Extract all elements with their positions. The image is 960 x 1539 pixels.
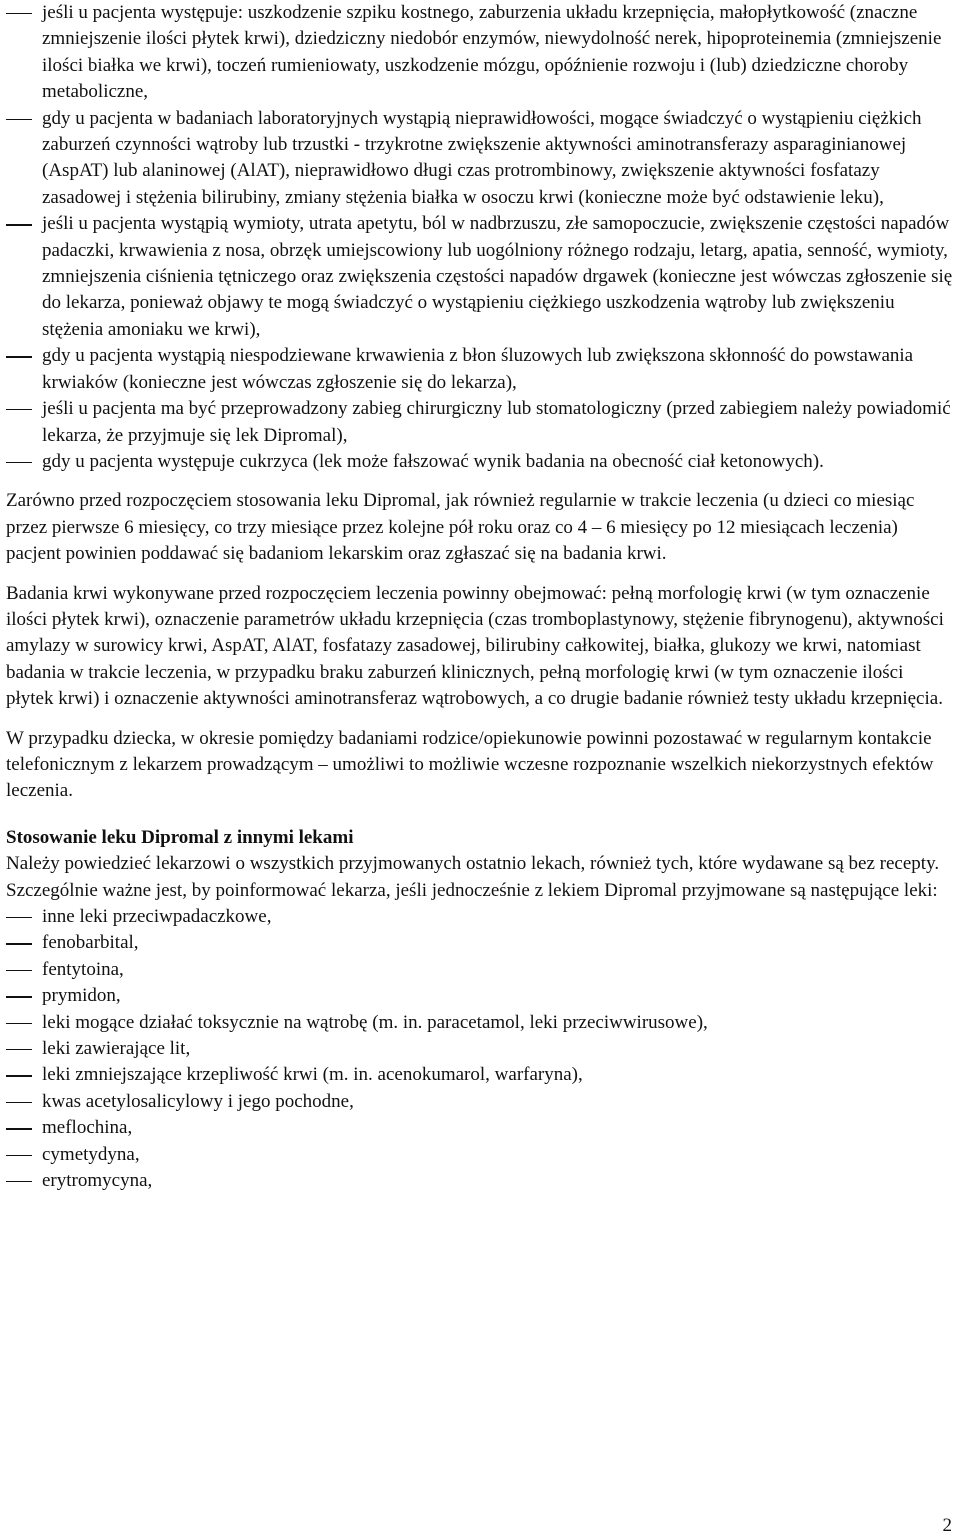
list-item [6,983,954,1009]
list-item [6,904,954,930]
list-item-text: leki mogące działać toksycznie na wątrobę (m. in. paracetamol, leki przeciwwirusowe), [42,1011,708,1033]
dash-bullet-icon [6,1181,32,1182]
list-item-text: jeśli u pacjenta występuje: uszkodzenie szpiku kostnego, zaburzenia układu krzepnięcia, małopłytkowość (znaczne zmniejszenie ilości płytek krwi), dziedziczny niedobór enzymów, niewydolność nerek, hipoproteinemia (zmniejszenie ilości białka we krwi), toczeń rumieniowaty, uszkodzenie mózgu, opóźnienie rozwoju i (lub) dziedziczne choroby metaboliczne, [42,2,942,103]
dash-bullet-icon [6,462,32,463]
dash-bullet-icon [6,13,32,14]
dash-bullet-icon [6,119,32,120]
list-item-text: gdy u pacjenta w badaniach laboratoryjnych wystąpią nieprawidłowości, mogące świadczyć o wystąpieniu ciężkich zaburzeń czynności wątroby lub trzustki - trzykrotne zwiększenie aktywności aminotransferazy asparaginianowej (AspAT) lub alaninowej (AlAT), nieprawidłowo długi czas protrombinowy, zwiększenie aktywności fosfatazy zasadowej i stężenia bilirubiny, zmiany stężenia białka w osoczu krwi (konieczne może być odstawienie leku), [42,107,922,208]
list-item-text: meflochina, [42,1117,133,1139]
section-heading: Stosowanie leku Dipromal z innymi lekami [6,826,354,848]
dash-bullet-icon [6,1023,32,1024]
list-item [6,396,954,449]
list-item [6,0,954,106]
list-item [6,957,954,983]
list-item [6,1142,954,1168]
list-item [6,1089,954,1115]
dash-bullet-icon [6,970,32,971]
list-item [6,1010,954,1036]
list-item [6,930,954,956]
inform-paragraph: Należy powiedzieć lekarzowi o wszystkich przyjmowanych ostatnio lekach, również tych, które wydawane są bez recepty. [6,853,940,875]
important-paragraph: Szczególnie ważne jest, by poinformować lekarza, jeśli jednocześnie z lekiem Dipromal przyjmowane są następujące leki: [6,879,938,901]
list-item-text: inne leki przeciwpadaczkowe, [42,906,272,927]
list-item-text: gdy u pacjenta wystąpią niespodziewane krwawienia z błon śluzowych lub zwiększona skłonność do powstawania krwiaków (konieczne jest wówczas zgłoszenie się do lekarza), [42,345,914,393]
list-item-text: leki zawierające lit, [42,1038,191,1060]
list-item [6,1062,954,1088]
list-item [6,449,954,475]
list-item [6,1036,954,1062]
blood-tests-paragraph: Badania krwi wykonywane przed rozpoczęciem leczenia powinny obejmować: pełną morfologię krwi (w tym oznaczenie ilości płytek krwi), oznaczenie parametrów układu krzepnięcia (czas tromboplastynowy, stężenie fibrynogenu), aktywności amylazy w surowicy krwi, AspAT, AlAT, fosfatazy zasadowej, bilirubiny całkowitej, białka, glukozy we krwi, natomiast badania w trakcie leczenia, w przypadku braku zaburzeń klinicznych, pełną morfologię krwi (w tym oznaczenie ilości płytek krwi) i oznaczenie aktywności aminotransferaz wątrobowych, a co drugie badanie również testy układu krzepnięcia. [6,582,944,710]
page-number: 2 [942,1515,952,1536]
list-item [6,106,954,212]
dash-bullet-icon [6,409,32,410]
dash-bullet-icon [6,943,32,944]
dash-bullet-icon [6,1155,32,1156]
list-item-text: fentytoina, [42,958,124,980]
list-item-text: fenobarbital, [42,932,139,954]
list-item-text: jeśli u pacjenta ma być przeprowadzony zabieg chirurgiczny lub stomatologiczny (przed zabiegiem należy powiadomić lekarza, że przyjmuje się lek Dipromal), [42,398,951,446]
list-item-text: prymidon, [42,985,121,1007]
list-item-text: erytromycyna, [42,1170,153,1192]
list-item [6,1115,954,1141]
monitoring-paragraph: Zarówno przed rozpoczęciem stosowania leku Dipromal, jak również regularnie w trakcie leczenia (u dzieci co miesiąc przez pierwsze 6 miesięcy, co trzy miesiące przez kolejne pół roku oraz co 4 – 6 miesięcy po 12 miesiącach leczenia) pacjent powinien poddawać się badaniom lekarskim oraz zgłaszać się na badania krwi. [6,490,915,565]
list-item-text: cymetydyna, [42,1143,140,1165]
dash-bullet-icon [6,1102,32,1103]
warnings-list [6,0,954,475]
child-paragraph: W przypadku dziecka, w okresie pomiędzy badaniami rodzice/opiekunowie powinni pozostawać w regularnym kontakcie telefonicznym z lekarzem prowadzącym – umożliwi to możliwie wczesne rozpoznanie wszelkich niekorzystnych efektów leczenia. [6,727,934,802]
dash-bullet-icon [6,224,32,225]
dash-bullet-icon [6,1128,32,1129]
dash-bullet-icon [6,1075,32,1076]
dash-bullet-icon [6,1049,32,1050]
list-item [6,211,954,343]
list-item-text: jeśli u pacjenta wystąpią wymioty, utrata apetytu, ból w nadbrzuszu, złe samopoczucie, zwiększenie częstości napadów padaczki, krwawienia z nosa, obrzęk umiejscowiony lub uogólniony różnego rodzaju, letarg, apatia, senność, wymioty, zmniejszenia ciśnienia tętniczego oraz zwiększenia częstości napadów drgawek (konieczne jest wówczas zgłoszenie się do lekarza, ponieważ objawy te mogą świadczyć o wystąpieniu ciężkiego uszkodzenia wątroby lub zwiększeniu stężenia amoniaku we krwi), [42,213,953,340]
list-item-text: leki zmniejszające krzepliwość krwi (m. in. acenokumarol, warfaryna), [42,1064,583,1086]
drugs-list [6,904,954,1194]
list-item-text: gdy u pacjenta występuje cukrzyca (lek może fałszować wynik badania na obecność ciał ketonowych). [42,450,824,472]
dash-bullet-icon [6,996,32,997]
list-item [6,1168,954,1194]
list-item-text: kwas acetylosalicylowy i jego pochodne, [42,1090,354,1112]
dash-bullet-icon [6,356,32,357]
list-item [6,343,954,396]
dash-bullet-icon [6,917,32,918]
